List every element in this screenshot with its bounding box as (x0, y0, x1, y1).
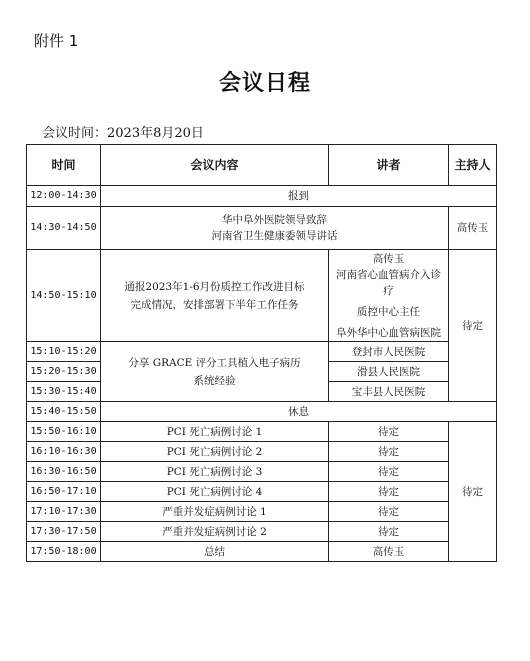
table-row (27, 207, 497, 250)
row-speaker: 宝丰县人民医院 (329, 382, 449, 402)
row-speaker: 待定 (329, 462, 449, 482)
row-time: 12:00-14:30 (27, 186, 101, 207)
row-speaker: 待定 (329, 442, 449, 462)
speaker-line: 阜外华中心血管病医院 (336, 326, 441, 339)
content-line: 华中阜外医院领导致辞 (222, 214, 327, 226)
table-row (27, 442, 497, 462)
row-time: 16:30-16:50 (27, 462, 101, 482)
row-time: 15:50-16:10 (27, 422, 101, 442)
row-content: PCI 死亡病例讨论 2 (101, 442, 329, 462)
schedule-table (26, 144, 497, 562)
row-content: 通报2023年1-6月份质控工作改进目标完成情况，安排部署下半年工作任务 (101, 250, 329, 342)
row-speaker: 登封市人民医院 (329, 342, 449, 362)
row-content (101, 207, 449, 250)
row-time: 17:10-17:30 (27, 502, 101, 522)
row-time: 17:30-17:50 (27, 522, 101, 542)
table-row (27, 522, 497, 542)
table-row (27, 462, 497, 482)
table-row (27, 422, 497, 442)
row-time: 15:40-15:50 (27, 402, 101, 422)
header-content: 会议内容 (101, 145, 329, 186)
header-speaker: 讲者 (329, 145, 449, 186)
page-title: 会议日程 (218, 70, 311, 96)
row-content: 严重并发症病例讨论 1 (101, 502, 329, 522)
row-speaker: 滑县人民医院 (329, 362, 449, 382)
table-row (27, 502, 497, 522)
row-time: 15:10-15:20 (27, 342, 101, 362)
row-time: 17:50-18:00 (27, 542, 101, 562)
row-speaker: 待定 (329, 502, 449, 522)
row-time: 16:10-16:30 (27, 442, 101, 462)
speaker-line: 质控中心主任 (357, 305, 420, 318)
row-host: 待定 (449, 250, 497, 402)
table-row (27, 542, 497, 562)
row-content: 报到 (101, 186, 497, 207)
speaker-line: 河南省心血管病介入诊疗 (336, 268, 441, 297)
table-row (27, 342, 497, 362)
row-content: PCI 死亡病例讨论 1 (101, 422, 329, 442)
header-time: 时间 (27, 145, 101, 186)
row-host: 待定 (449, 422, 497, 562)
header-host: 主持人 (449, 145, 497, 186)
row-speaker: 待定 (329, 422, 449, 442)
meeting-time: 会议时间：2023年8月20日 (42, 126, 204, 141)
attachment-label: 附件 1 (34, 32, 79, 50)
row-speaker: 高传玉 (329, 542, 449, 562)
table-row (27, 186, 497, 207)
row-speaker (329, 250, 449, 342)
row-time: 14:50-15:10 (27, 250, 101, 342)
row-time: 14:30-14:50 (27, 207, 101, 250)
table-row (27, 482, 497, 502)
row-speaker: 待定 (329, 522, 449, 542)
row-content: PCI 死亡病例讨论 3 (101, 462, 329, 482)
row-content: 总结 (101, 542, 329, 562)
row-time: 15:30-15:40 (27, 382, 101, 402)
row-time: 15:20-15:30 (27, 362, 101, 382)
row-host: 高传玉 (449, 207, 497, 250)
table-row (27, 402, 497, 422)
row-content: 严重并发症病例讨论 2 (101, 522, 329, 542)
speaker-line: 高传玉 (372, 252, 405, 265)
row-time: 16:50-17:10 (27, 482, 101, 502)
row-content: 休息 (101, 402, 497, 422)
row-speaker: 待定 (329, 482, 449, 502)
table-header-row (27, 145, 497, 186)
row-content: PCI 死亡病例讨论 4 (101, 482, 329, 502)
row-content: 分享 GRACE 评分工具植入电子病历系统经验 (101, 342, 329, 402)
content-line: 河南省卫生健康委领导讲话 (211, 230, 338, 242)
table-row (27, 250, 497, 342)
